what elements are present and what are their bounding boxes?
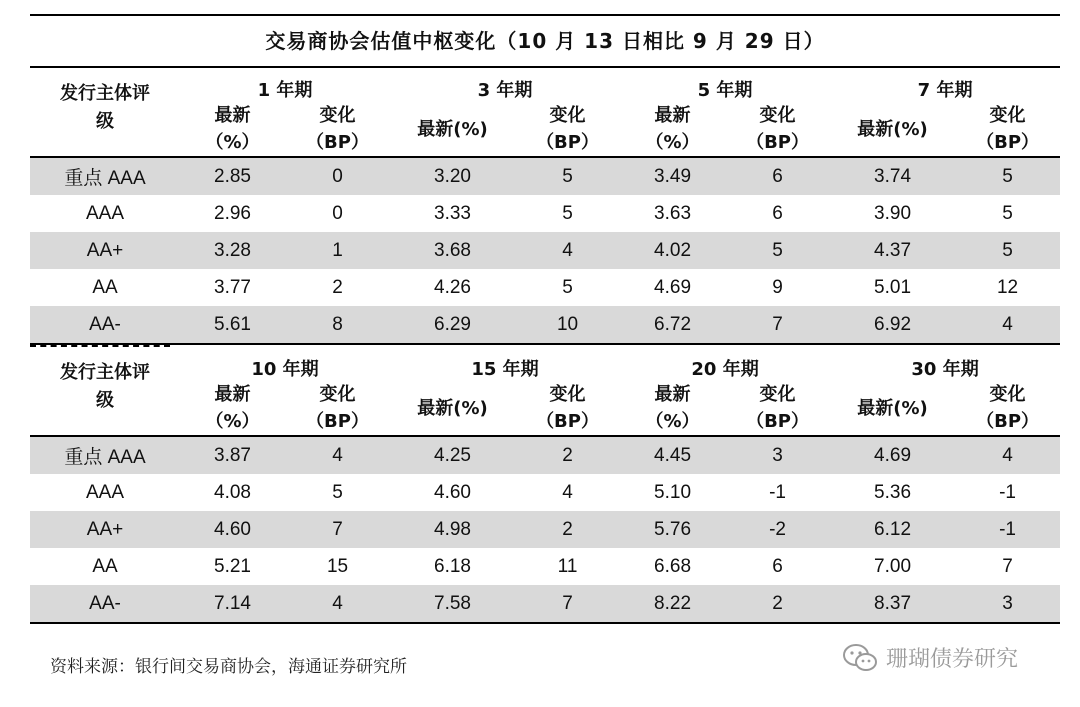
change-header: 变化 （BP） [746, 384, 809, 432]
table-row [30, 269, 1060, 306]
latest-cell: 5.21 [214, 555, 251, 577]
period-header: 10 年期 [251, 359, 319, 380]
change-cell: -1 [955, 511, 1060, 548]
table-row [30, 306, 1060, 344]
change-cell: 5 [332, 481, 343, 503]
latest-cell: 4.02 [620, 232, 725, 269]
latest-cell: 3.33 [434, 202, 471, 224]
latest-cell: 6.18 [434, 555, 471, 577]
table-title: 交易商协会估值中枢变化（10 月 13 日相比 9 月 29 日） [30, 14, 1060, 68]
latest-header: 最新 （%） [645, 105, 700, 153]
latest-header: 最新 （%） [205, 384, 260, 432]
change-header: 变化 （BP） [306, 384, 369, 432]
change-cell: 15 [326, 555, 349, 577]
latest-cell: 2.96 [214, 202, 251, 224]
rating-cell: AA+ [30, 511, 180, 548]
change-header: 变化 （BP） [536, 384, 599, 432]
latest-cell: 2.85 [180, 157, 285, 195]
period-header: 15 年期 [471, 359, 539, 380]
table-row [30, 511, 1060, 548]
change-cell: 5 [955, 232, 1060, 269]
period-header: 20 年期 [691, 359, 759, 380]
latest-header: 最新(%) [417, 397, 488, 419]
change-cell: 1 [285, 232, 390, 269]
latest-cell: 7.00 [874, 555, 912, 577]
latest-cell: 4.08 [214, 481, 251, 503]
change-cell: 4 [955, 436, 1060, 474]
period-header: 7 年期 [917, 80, 973, 101]
latest-cell: 8.22 [620, 585, 725, 623]
change-cell: 5 [515, 157, 620, 195]
latest-cell: 5.76 [620, 511, 725, 548]
change-cell: 7 [1002, 555, 1013, 577]
latest-cell: 3.87 [180, 436, 285, 474]
change-header: 变化 （BP） [976, 105, 1040, 153]
change-cell: 3 [955, 585, 1060, 623]
section-divider [30, 345, 170, 347]
table-row [30, 585, 1060, 623]
table-row [30, 548, 1060, 585]
change-cell: 4 [285, 436, 390, 474]
latest-header: 最新(%) [857, 397, 928, 419]
change-cell: 5 [562, 202, 573, 224]
change-cell: 5 [1002, 202, 1013, 224]
latest-cell: 4.60 [434, 481, 471, 503]
latest-cell: 4.37 [830, 232, 955, 269]
section-table-1 [30, 68, 1060, 345]
latest-cell: 4.69 [654, 276, 692, 298]
section-table-2 [30, 347, 1060, 624]
change-cell: 9 [772, 276, 783, 298]
latest-cell: 3.77 [214, 276, 251, 298]
latest-cell: 4.69 [830, 436, 955, 474]
change-cell: -1 [999, 481, 1016, 503]
rating-header: 发行主体评 级 [60, 83, 150, 132]
change-cell: 5 [955, 157, 1060, 195]
change-cell: 12 [996, 276, 1019, 298]
rating-cell: 重点 AAA [30, 157, 180, 195]
table-sections [30, 68, 1060, 624]
latest-header: 最新 （%） [205, 105, 260, 153]
latest-cell: 5.01 [874, 276, 912, 298]
rating-header: 发行主体评 级 [60, 362, 150, 411]
change-cell: 2 [515, 511, 620, 548]
latest-cell: 4.60 [180, 511, 285, 548]
rating-cell: AA [92, 555, 118, 577]
table-row [30, 474, 1060, 511]
table-row [30, 232, 1060, 269]
table-row [30, 157, 1060, 195]
period-header: 3 年期 [477, 80, 533, 101]
change-cell: 2 [725, 585, 830, 623]
change-cell: -2 [725, 511, 830, 548]
change-header: 变化 （BP） [306, 105, 369, 153]
change-cell: 7 [725, 306, 830, 344]
change-cell: 6 [772, 555, 783, 577]
latest-cell: 3.49 [620, 157, 725, 195]
valuation-table-container [30, 14, 1060, 624]
change-cell: 2 [515, 436, 620, 474]
latest-cell: 8.37 [830, 585, 955, 623]
table-row [30, 436, 1060, 474]
change-cell: 4 [955, 306, 1060, 344]
change-cell: 4 [285, 585, 390, 623]
table-row [30, 195, 1060, 232]
latest-cell: 4.25 [390, 436, 515, 474]
latest-cell: 5.10 [654, 481, 692, 503]
change-header: 变化 （BP） [976, 384, 1040, 432]
change-cell: 0 [332, 202, 343, 224]
change-cell: 8 [285, 306, 390, 344]
change-cell: 7 [515, 585, 620, 623]
change-cell: 5 [725, 232, 830, 269]
change-cell: 5 [562, 276, 573, 298]
rating-cell: AA- [30, 585, 180, 623]
latest-header: 最新 （%） [645, 384, 700, 432]
change-cell: 4 [515, 232, 620, 269]
latest-cell: 6.12 [830, 511, 955, 548]
rating-cell: AAA [85, 202, 125, 224]
period-header: 1 年期 [257, 80, 313, 101]
latest-cell: 3.63 [654, 202, 692, 224]
latest-cell: 6.92 [830, 306, 955, 344]
change-cell: 2 [332, 276, 343, 298]
change-cell: 3 [725, 436, 830, 474]
rating-cell: 重点 AAA [30, 436, 180, 474]
rating-cell: AA- [30, 306, 180, 344]
rating-cell: AA+ [30, 232, 180, 269]
latest-cell: 5.61 [180, 306, 285, 344]
latest-header: 最新(%) [417, 118, 488, 140]
change-cell: 7 [285, 511, 390, 548]
change-cell: 6 [725, 157, 830, 195]
change-cell: 4 [562, 481, 573, 503]
period-header: 30 年期 [911, 359, 979, 380]
latest-cell: 4.26 [434, 276, 471, 298]
change-cell: -1 [769, 481, 786, 503]
latest-cell: 3.90 [874, 202, 912, 224]
rating-cell: AAA [85, 481, 125, 503]
latest-cell: 3.28 [180, 232, 285, 269]
wechat-icon [842, 643, 878, 673]
period-header: 5 年期 [697, 80, 753, 101]
latest-cell: 4.45 [620, 436, 725, 474]
source-note: 资料来源：银行间交易商协会，海通证券研究所 [50, 657, 407, 677]
change-cell: 11 [557, 555, 578, 577]
latest-cell: 7.14 [180, 585, 285, 623]
latest-header: 最新(%) [857, 118, 928, 140]
rating-cell: AA [92, 276, 118, 298]
change-header: 变化 （BP） [536, 105, 599, 153]
latest-cell: 5.36 [874, 481, 912, 503]
latest-cell: 4.98 [390, 511, 515, 548]
latest-cell: 6.68 [654, 555, 692, 577]
latest-cell: 6.29 [390, 306, 515, 344]
latest-cell: 3.74 [830, 157, 955, 195]
latest-cell: 7.58 [390, 585, 515, 623]
latest-cell: 6.72 [620, 306, 725, 344]
change-cell: 0 [285, 157, 390, 195]
change-cell: 6 [772, 202, 783, 224]
change-cell: 10 [515, 306, 620, 344]
latest-cell: 3.20 [390, 157, 515, 195]
watermark-text: 珊瑚债券研究 [886, 647, 1019, 672]
change-header: 变化 （BP） [746, 105, 809, 153]
watermark [842, 642, 1018, 673]
latest-cell: 3.68 [390, 232, 515, 269]
